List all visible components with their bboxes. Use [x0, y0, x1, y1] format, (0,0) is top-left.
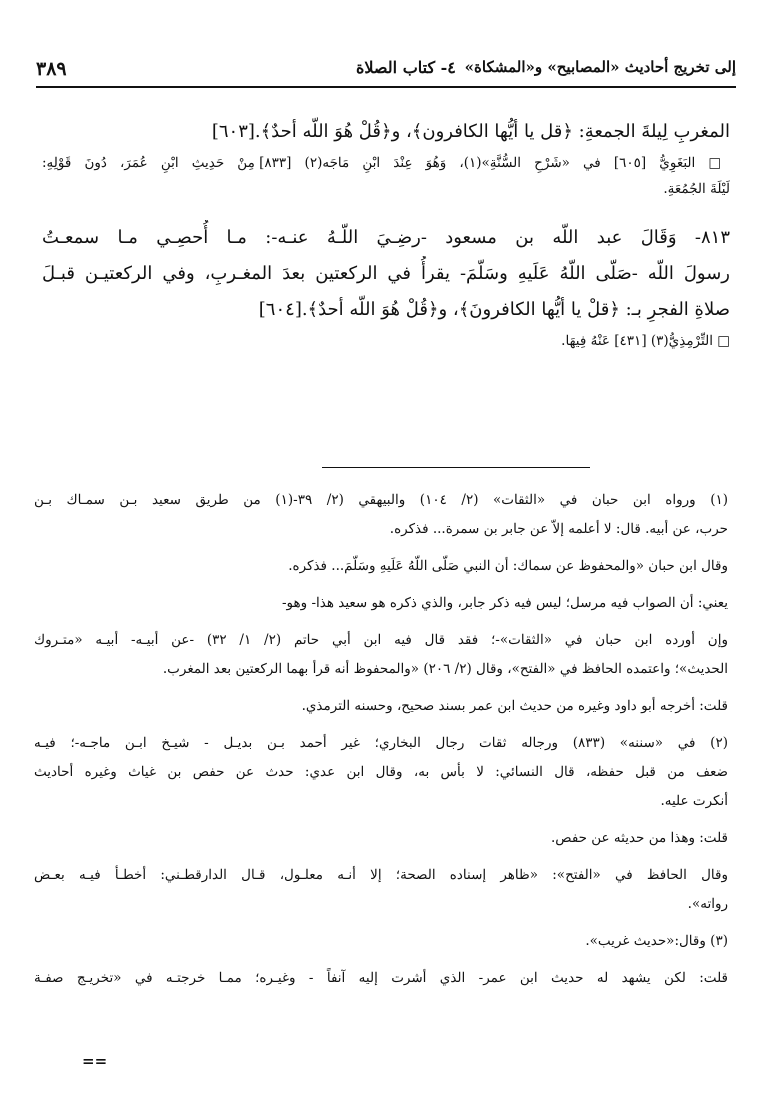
page-number: ٣٨٩ [36, 58, 67, 80]
main-text [42, 114, 730, 354]
takhrij-603-line-1: □ البَغَوِيُّ [٦٠٥] في «شَرْحِ السُّنَّةِ»(١)، وَهُوَ عِنْدَ ابْنِ مَاجَه(٢) [٨٣٣] مِنْ حَدِيثِ ابْنِ عُمَرَ، دُونَ قَوْلِهِ: [42, 155, 730, 171]
continuation-marker: == [82, 1052, 108, 1070]
header-chapter: ٤- كتاب الصلاة [356, 58, 456, 77]
hadith-813-line-2: رسولَ اللّه -صَلّى اللّهُ عَلَيهِ وسَلّمَ- يقرأُ في الركعتين بعدَ المغـربِ، وفي الركعتيـن قبـلَ [42, 263, 730, 284]
footnote-2-line-4: قلت: وهذا من حديثه عن حفص. [550, 830, 728, 846]
footnote-1-line-2: حرب، عن أبيه. قال: لا أعلمه إلاّ عن جابر بن سمرة... فذكره. [389, 521, 728, 537]
footnotes [34, 486, 728, 993]
hadith-813-line-1: ٨١٣- وَقَالَ عبد اللّه بن مسعود -رضِـيَ اللّـهُ عنـه-: مـا أُحصِـي مـا سمعـتُ [42, 227, 730, 248]
footnote-2-line-1: (٢) في «سننه» (٨٣٣) ورجاله ثقات رجال البخاري؛ غير أحمد بـن بديـل - شيـخ ابـن ماجـه-؛ فيـه [34, 735, 728, 751]
header-book-title: إلى تخريج أحاديث «المصابيح» و«المشكاة» [464, 58, 736, 76]
footnote-2-line-5: وقال الحافظ في «الفتح»: «ظاهر إسناده الصحة؛ إلا أنـه معلـول، قـال الدارقطـني: أخطـأ فيـه بعـض [34, 867, 728, 883]
footnote-3-line-2: قلت: لكن يشهد له حديث ابن عمر- الذي أشرت إليه آنفاً - وغيـره؛ ممـا خرجتـه في «تخريـج صفـة [34, 970, 728, 986]
footnote-3-line-1: (٣) وقال:«حديث غريب». [585, 933, 728, 949]
running-header [36, 56, 736, 88]
takhrij-604: □ التِّرْمِذِيُّ(٣) [٤٣١] عَنْهُ فِيهَا. [561, 333, 730, 349]
takhrij-603-line-2: لَيْلَةَ الجُمُعَةِ. [663, 181, 730, 197]
footnote-1-line-3: وقال ابن حبان «والمحفوظ عن سماك: أن النبي صَلّى اللّهُ عَلَيهِ وسَلّمَ... فذكره. [288, 558, 728, 574]
footnote-2-line-2: ضعف من قبل حفظه، قال النسائي: لا بأس به، وقال ابن عدي: حدث عن حفص بن غياث وغيره أحاديث [34, 764, 728, 780]
footnote-1-line-7: قلت: أخرجه أبو داود وغيره من حديث ابن عمر بسند صحيح، وحسنه الترمذي. [301, 698, 728, 714]
footnote-1-line-1: (١) ورواه ابن حبان في «الثقات» (٢/ ١٠٤) والبيهقي (٢/ ٣٩-(١) من طريق سعيد بـن سمـاك بـن [34, 492, 728, 508]
footnote-1-line-6: الحديث»؛ واعتمده الحافظ في «الفتح»، وقال (٢/ ٢٠٦) «والمحفوظ أنه قرأ بهما الركعتين بعد المغرب. [162, 661, 728, 677]
footnote-1-line-4: يعني: أن الصواب فيه مرسل؛ ليس فيه ذكر جابر، والذي ذكره هو سعيد هذا- وهو- [281, 595, 728, 611]
hadith-603-ending: المغربِ لِيلةَ الجمعةِ: ﴿قل يا أيُّها الكافرون﴾، و﴿قُلْ هُوَ اللّه أحدٌ﴾.[٦٠٣] [211, 121, 730, 142]
footnote-1-line-5: وإن أورده ابن حبان في «الثقات»-؛ فقد قال فيه ابن أبي حاتم (٢/ ١/ ٣٢) -عن أبيـه- أبيـه «متـروك [34, 632, 728, 648]
footnote-separator [322, 467, 590, 468]
footnote-2-line-3: أنكرت عليه. [660, 793, 728, 809]
hadith-813-line-3: صلاةِ الفجرِ بـ: ﴿قلْ يا أيُّها الكافرونَ﴾، و﴿قُلْ هُوَ اللّه أحدٌ﴾.[٦٠٤] [258, 299, 730, 320]
footnote-2-line-6: رواته». [687, 896, 728, 912]
